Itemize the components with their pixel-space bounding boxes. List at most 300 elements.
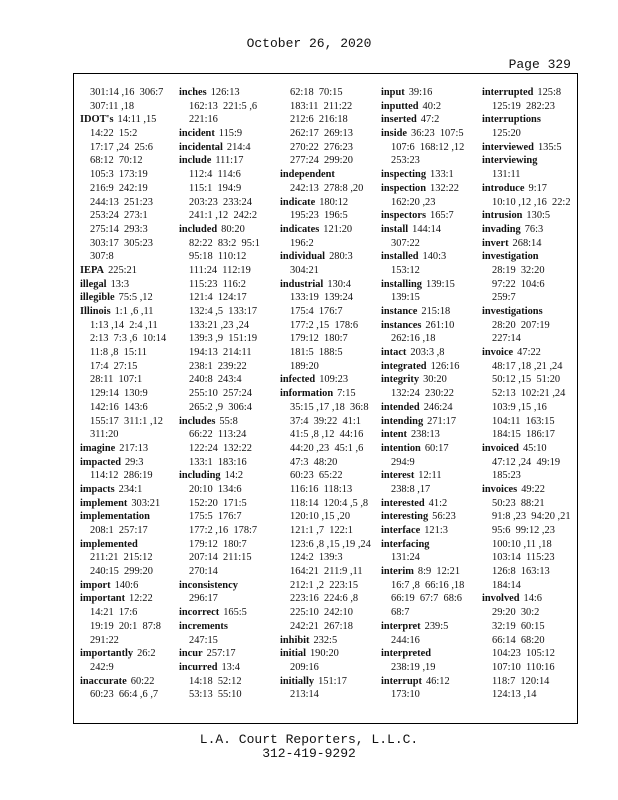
index-entry [280,675,376,689]
index-entry [80,675,176,689]
index-continuation: 181:5 188:5 [290,347,343,359]
index-refs: 13:3 [110,278,130,290]
index-entry [482,237,576,251]
index-continuation: 123:6 ,8 ,15 ,19 ,24 [290,538,371,550]
index-refs: 125:8 [537,87,562,98]
index-entry [381,428,477,442]
index-continuation: 124:13 ,14 [492,689,537,701]
index-entry [381,250,477,264]
index-entry [381,510,477,524]
index-continuation: 133:21 ,23 ,24 [189,319,250,331]
index-continuation: 28:19 32:20 [492,264,545,276]
index-entry [482,154,576,168]
index-term: interfacing [381,538,430,550]
index-continuation: 105:3 173:19 [90,169,148,181]
index-continuation: 16:7 ,8 66:16 ,18 [391,579,465,591]
index-continuation: 19:19 20:1 87:8 [90,620,162,632]
index-entry [381,278,477,292]
index-entry [482,250,576,264]
index-continuation: 95:18 110:12 [189,251,247,263]
index-term: intended [381,401,420,413]
index-refs: 132:22 [430,182,459,194]
index-continuation: 242:9 [90,661,114,673]
index-entry [80,456,176,470]
index-continuation: 10:10 ,12 ,16 22:2 [492,196,571,208]
index-continuation: 203:23 233:24 [189,196,252,208]
index-refs: 45:10 [522,442,547,454]
index-continuation: 213:14 [290,689,319,701]
index-term: initial [280,648,306,660]
index-continuation: 17:17 ,24 25:6 [90,141,153,153]
index-refs: 239:5 [424,620,449,632]
index-continuation: 131:24 [391,552,420,564]
index-refs: 55:8 [219,415,238,427]
index-continuation: 100:10 ,11 ,18 [492,538,552,550]
index-entry [381,524,477,538]
index-term: interviewed [482,141,534,153]
index-refs: 39:16 [408,87,433,98]
index-continuation: 240:15 299:20 [90,566,153,578]
index-continuation: 116:16 118:13 [290,483,353,495]
index-continuation: 183:11 211:22 [290,100,353,112]
index-continuation: 162:20 ,23 [391,196,436,208]
index-entry [381,319,477,333]
index-term: inspectors [381,210,427,222]
index-refs: 49:22 [521,483,545,495]
index-entry [80,278,176,292]
index-refs: 121:3 [424,525,448,536]
index-continuation: 60:23 66:4 ,6 ,7 [90,689,159,701]
index-refs: 8:9 12:21 [417,566,461,578]
index-refs: 135:5 [537,141,562,153]
index-continuation: 142:16 143:6 [90,401,148,413]
index-entry [482,113,576,127]
index-term: intending [381,415,424,427]
index-term: incurred [179,661,218,673]
index-continuation: 240:8 243:4 [189,374,242,386]
index-entry [381,100,477,114]
index-continuation: 242:21 267:18 [290,620,353,632]
index-continuation: 114:12 286:19 [90,470,153,482]
index-continuation: 277:24 299:20 [290,155,353,167]
index-refs: 190:20 [309,648,339,660]
index-continuation: 95:6 99:12 ,23 [492,525,555,536]
index-term: intention [381,442,421,454]
index-term: introduce [482,182,525,194]
index-continuation: 177:2 ,15 178:6 [290,319,359,331]
index-refs: 29:3 [124,456,144,468]
index-continuation: 247:15 [189,634,218,646]
index-continuation: 66:14 68:20 [492,634,545,646]
index-term: interrupt [381,675,422,687]
index-term: invert [482,237,509,249]
index-continuation: 126:8 163:13 [492,566,550,578]
index-entry [381,86,477,100]
index-term: implement [80,497,128,509]
index-term: increments [179,620,228,632]
index-refs: 80:20 [221,223,245,235]
index-continuation: 212:6 216:18 [290,114,348,126]
index-term: investigations [482,306,543,317]
index-continuation: 175:5 176:7 [189,511,242,523]
index-refs: 203:3 ,8 [410,347,445,359]
index-term: interested [381,497,425,509]
index-entry [381,127,477,141]
index-refs: 9:17 [528,182,548,194]
index-entry [381,346,477,360]
index-entry [381,360,477,374]
index-continuation: 262:17 269:13 [290,128,353,140]
index-term: install [381,223,409,235]
index-refs: 26:2 [137,648,156,660]
index-continuation: 44:20 ,23 45:1 ,6 [290,442,364,454]
index-continuation: 311:20 [90,429,119,441]
index-continuation: 270:22 276:23 [290,141,353,153]
index-entry [179,661,275,675]
index-continuation: 50:12 ,15 51:20 [492,374,561,386]
index-refs: 165:5 [223,607,247,619]
index-term: implementation [80,511,150,523]
index-entry [280,387,376,401]
index-entry [482,182,576,196]
index-entry [280,223,376,237]
index-entry [381,538,477,552]
index-continuation: 28:11 107:1 [90,374,143,386]
index-continuation: 60:23 65:22 [290,470,343,482]
index-refs: 225:21 [108,264,137,276]
index-term: included [179,223,218,235]
index-continuation: 131:11 [492,169,521,181]
index-term: incidental [179,141,223,153]
index-term: invoice [482,347,514,359]
index-refs: 75:5 ,12 [118,292,153,304]
index-continuation: 259:7 [492,292,516,304]
index-refs: 41:2 [428,497,448,509]
index-continuation: 296:17 [189,593,218,605]
index-term: incur [179,648,203,660]
index-entry [381,113,477,127]
index-entry [179,620,275,634]
index-entry [80,442,176,456]
index-continuation: 221:16 [189,114,218,126]
index-refs: 12:11 [418,470,442,482]
index-continuation: 120:10 ,15 ,20 [290,511,351,523]
index-refs: 140:3 [422,251,447,263]
index-continuation: 265:2 ,9 306:4 [189,401,252,413]
index-refs: 234:1 [118,483,143,495]
index-continuation: 177:2 ,16 178:7 [189,525,258,536]
index-continuation: 216:9 242:19 [90,182,148,194]
index-continuation: 184:15 186:17 [492,429,555,441]
index-continuation: 14:18 52:12 [189,675,242,687]
index-continuation: 242:13 278:8 ,20 [290,182,364,194]
index-entry [179,579,275,593]
index-continuation: 244:13 251:23 [90,196,153,208]
index-term: interest [381,470,415,482]
index-refs: 111:17 [215,155,244,167]
index-continuation: 225:10 242:10 [290,607,353,619]
index-continuation: 196:2 [290,237,314,249]
index-refs: 271:17 [427,415,457,427]
index-refs: 47:22 [517,347,541,359]
index-refs: 180:12 [319,196,349,208]
index-entry [280,647,376,661]
index-refs: 165:7 [430,210,454,222]
index-continuation: 122:24 132:22 [189,442,252,454]
index-refs: 130:4 [327,278,351,290]
index-term: import [80,579,111,591]
index-entry [179,141,275,155]
index-term: importantly [80,648,134,660]
index-continuation: 68:7 [391,607,410,619]
index-refs: 246:24 [423,401,453,413]
index-entry [482,141,576,155]
index-refs: 126:13 [210,87,240,98]
index-term: implemented [80,538,138,550]
index-refs: 56:23 [432,511,456,523]
index-continuation: 48:17 ,18 ,21 ,24 [492,360,563,372]
index-entry [80,647,176,661]
index-term: inspection [381,182,427,194]
index-refs: 115:9 [218,128,243,140]
index-term: intrusion [482,210,523,222]
index-continuation: 155:17 311:1 ,12 [90,415,163,427]
index-continuation: 35:15 ,17 ,18 36:8 [290,401,369,413]
index-refs: 60:17 [424,442,449,454]
index-continuation: 121:1 ,7 122:1 [290,525,353,536]
index-continuation: 68:12 70:12 [90,155,143,167]
index-refs: 40:2 [422,100,442,112]
index-term: illegible [80,292,115,304]
index-refs: 36:23 107:5 [411,128,464,140]
index-continuation: 28:20 207:19 [492,319,550,331]
index-term: invoiced [482,442,519,454]
index-continuation: 162:13 221:5 ,6 [189,100,258,112]
index-refs: 14:2 [224,470,244,482]
index-continuation: 238:19 ,19 [391,661,436,673]
index-continuation: 11:8 ,8 15:11 [90,347,147,359]
index-refs: 46:12 [425,675,450,687]
index-refs: 268:14 [512,237,542,249]
index-continuation: 125:19 282:23 [492,100,555,112]
index-continuation: 223:16 224:6 ,8 [290,593,359,605]
index-refs: 14:11 ,15 [117,114,157,126]
index-refs: 12:22 [129,593,153,605]
index-term: input [381,87,405,98]
index-refs: 257:17 [206,648,236,660]
index-continuation: 207:14 211:15 [189,552,252,564]
index-term: integrity [381,374,420,386]
index-term: inputted [381,100,419,112]
index-refs: 303:21 [131,497,161,509]
index-refs: 238:13 [410,429,440,441]
index-continuation: 211:21 215:12 [90,552,153,564]
index-entry [381,305,477,319]
index-term: industrial [280,278,324,290]
index-entry [381,373,477,387]
index-continuation: 103:9 ,15 ,16 [492,401,547,413]
index-term: important [80,593,126,605]
index-refs: 30:20 [423,374,447,386]
index-continuation: 153:12 [391,264,420,276]
index-term: illegal [80,278,107,290]
index-entry [381,401,477,415]
index-continuation: 29:20 30:2 [492,607,540,619]
index-continuation: 179:12 180:7 [189,538,247,550]
index-entry [280,250,376,264]
index-entry [482,346,576,360]
index-entry [80,291,176,305]
index-continuation: 132:4 ,5 133:17 [189,306,258,317]
index-refs: 13:4 [221,661,240,673]
index-term: includes [179,415,216,427]
index-entry [381,209,477,223]
index-entry [80,483,176,497]
index-term: interrupted [482,87,534,98]
index-entry [381,168,477,182]
index-term: instance [381,306,418,317]
index-entry [80,579,176,593]
footer-phone: 312-419-9292 [262,746,356,761]
index-entry [80,113,176,127]
index-continuation: 275:14 293:3 [90,223,148,235]
index-refs: 60:22 [130,675,155,687]
index-continuation: 185:23 [492,470,521,482]
index-entry [381,415,477,429]
index-continuation: 91:8 ,23 94:20 ,21 [492,511,571,523]
index-continuation: 212:1 ,2 223:15 [290,579,359,591]
index-entry [280,196,376,210]
index-continuation: 139:3 ,9 151:19 [189,333,258,345]
index-continuation: 1:13 ,14 2:4 ,11 [90,319,158,331]
index-refs: 140:6 [114,579,139,591]
index-entry [80,592,176,606]
index-continuation: 107:6 168:12 ,12 [391,141,465,153]
index-continuation: 132:24 230:22 [391,388,454,400]
index-entry [482,209,576,223]
index-term: interruptions [482,114,541,126]
index-entry [482,305,576,319]
index-term: impacted [80,456,121,468]
index-term: interpreted [381,648,432,660]
index-continuation: 227:14 [492,333,521,345]
index-continuation: 262:16 ,18 [391,333,436,345]
index-entry [482,442,576,456]
index-refs: 126:16 [430,360,460,372]
index-continuation: 103:14 115:23 [492,552,555,564]
index-refs: 1:1 ,6 ,11 [114,306,154,317]
index-continuation: 209:16 [290,661,319,673]
index-entry [280,634,376,648]
index-refs: 14:6 [523,593,543,605]
index-continuation: 53:13 55:10 [189,689,242,701]
page-date: October 26, 2020 [246,36,372,51]
index-refs: 261:10 [425,319,455,331]
footer-company: L.A. Court Reporters, L.L.C. [199,732,419,747]
index-term: involved [482,593,520,605]
index-continuation: 304:21 [290,264,319,276]
index-term: independent [280,169,335,181]
index-continuation: 62:18 70:15 [290,87,343,98]
index-continuation: 270:14 [189,566,218,578]
index-continuation: 2:13 7:3 ,6 10:14 [90,333,167,345]
index-continuation: 133:19 139:24 [290,292,353,304]
index-refs: 280:3 [329,251,353,263]
index-entry [280,168,376,182]
index-term: IDOT's [80,114,114,126]
index-entry [381,497,477,511]
index-term: individual [280,251,326,263]
index-continuation: 238:1 239:22 [189,360,247,372]
index-entry [179,469,275,483]
index-term: instances [381,319,422,331]
index-term: include [179,155,212,167]
index-term: interpret [381,620,421,632]
index-refs: 214:4 [226,141,251,153]
index-entry [381,442,477,456]
index-term: inserted [381,114,417,126]
index-entry [80,305,176,319]
index-continuation: 121:4 124:17 [189,292,247,304]
index-refs: 121:20 [323,223,353,235]
index-continuation: 129:14 130:9 [90,388,148,400]
index-entry [179,154,275,168]
index-entry [280,278,376,292]
index-continuation: 253:24 273:1 [90,210,148,222]
index-refs: 133:1 [430,169,454,181]
index-term: invading [482,223,521,235]
index-column-5 [482,86,576,702]
index-term: IEPA [80,264,105,276]
index-continuation: 294:9 [391,456,415,468]
index-continuation: 175:4 176:7 [290,306,343,317]
index-continuation: 104:11 163:15 [492,415,555,427]
index-continuation: 164:21 211:9 ,11 [290,566,363,578]
index-refs: 151:17 [318,675,347,687]
index-entry [80,510,176,524]
index-entry [179,223,275,237]
index-continuation: 118:7 120:14 [492,675,550,687]
index-continuation: 208:1 257:17 [90,525,148,536]
index-continuation: 307:11 ,18 [90,100,135,112]
index-entry [482,483,576,497]
index-continuation: 115:23 116:2 [189,278,246,290]
index-entry [381,565,477,579]
index-frame [73,73,578,724]
index-entry [179,415,275,429]
index-entry [381,223,477,237]
index-term: information [280,388,334,400]
index-continuation: 47:12 ,24 49:19 [492,456,561,468]
index-continuation: 291:22 [90,634,119,646]
index-continuation: 52:13 102:21 ,24 [492,388,566,400]
index-continuation: 107:10 110:16 [492,661,555,673]
index-continuation: 189:20 [290,360,319,372]
page-number: Page 329 [508,57,571,72]
index-continuation: 255:10 257:24 [189,388,252,400]
index-term: interim [381,566,414,578]
index-continuation: 82:22 83:2 95:1 [189,237,261,249]
index-continuation: 253:23 [391,155,420,167]
index-entry [80,497,176,511]
index-continuation: 152:20 171:5 [189,497,247,509]
index-term: intent [381,429,407,441]
index-term: integrated [381,360,427,372]
index-term: inspecting [381,169,427,181]
index-continuation: 241:1 ,12 242:2 [189,210,258,222]
index-term: initially [280,675,315,687]
index-continuation: 124:2 139:3 [290,552,343,564]
